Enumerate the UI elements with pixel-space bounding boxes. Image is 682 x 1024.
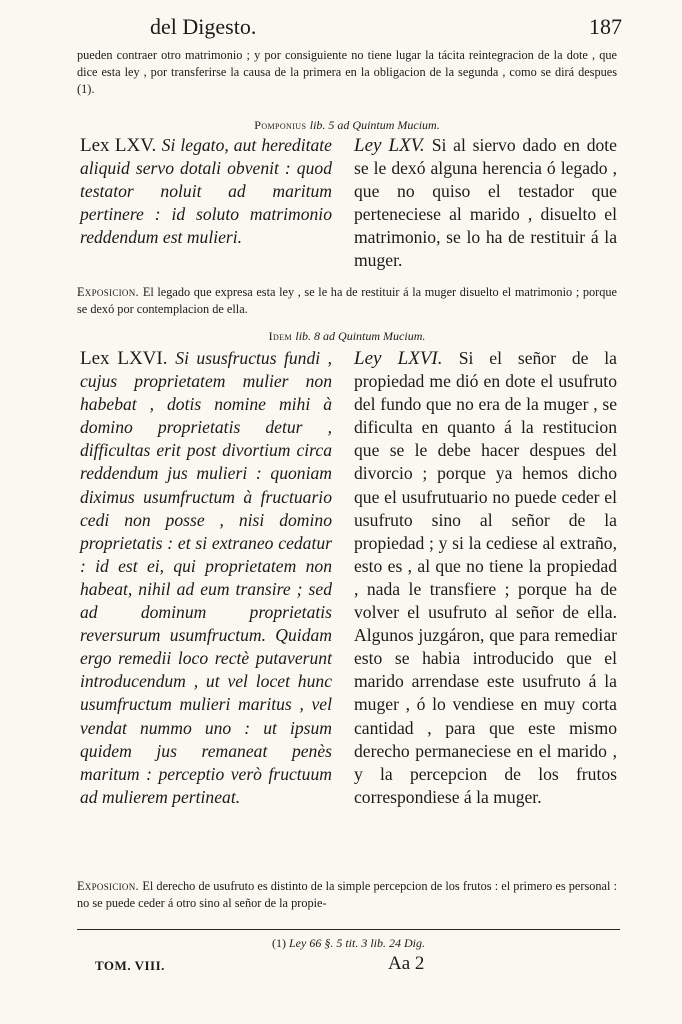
- footnote: [77, 936, 620, 951]
- signature-mark: Aa 2: [388, 953, 425, 974]
- source-reference: lib. 8 ad Quintum Mucium.: [295, 329, 426, 343]
- volume-marker: TOM. VIII.: [95, 958, 165, 973]
- footnote-marker: (1): [272, 936, 289, 950]
- exposicion-label: Exposicion.: [77, 285, 143, 299]
- spanish-law-text: Si el señor de la propiedad me dió en dote el usufruto del fundo que no era de la muger , se dificulta en quanto á la restitucion que se le debe hacer despues del divorcio ; porque ya hemos dicho que el usufrutuario no puede ceder el usufruto sino al señor de la propiedad ; y si la cediese al extraño, esto es , al que no tiene la propiedad , nada le transfiere ; porque ha de volver el usufruto al señor de ella. Algunos juzgáron, que para remediar esto se habia introducido que el marido arrendase este usufruto á la muger , ó lo vendiese en muy corta cantidad , para que este mismo derecho permaneciese en el marido , y la percepcion de los frutos correspondiese á la muger.: [354, 348, 617, 807]
- spanish-law-heading: Ley LXV.: [354, 135, 432, 156]
- spanish-column-ley-65: [354, 134, 617, 273]
- carryover-note: pueden contraer otro matrimonio ; y por consiguiente no tiene lugar la tácita reintegracion de la dote , que dice esta ley , por transferirse la causa de la primera en la obligacion de la segunda , como se dirá despues (1).: [77, 48, 617, 96]
- exposicion-1: [77, 284, 617, 318]
- source-citation-1: [77, 118, 617, 133]
- source-author: Pomponius: [254, 118, 310, 132]
- exposicion-text: El legado que expresa esta ley , se le ha de restituir á la muger disuelto el matrimonio ; porque se dexó por contemplacion de ella.: [77, 285, 618, 316]
- footnote-text: Ley 66 §. 5 tit. 3 lib. 24 Dig.: [289, 936, 425, 950]
- exposicion-text: El derecho de usufruto es distinto de la simple percepcion de los frutos : el primero es personal : no se puede ceder á otro sino al señor de la propie-: [77, 879, 617, 910]
- latin-column-lex-66: [80, 347, 332, 809]
- latin-law-heading: Lex LXVI.: [80, 348, 176, 369]
- exposicion-2: [77, 878, 617, 912]
- exposicion-label: Exposicion.: [77, 879, 143, 893]
- latin-law-text: Si ususfructus fundi , cujus proprietatem mulier non habebat , dotis nomine mihi à domino proprietatis detur , difficultas erit post divortium circa reddendum jus mulieri : quoniam diximus usumfructum à fructuario cedi non posse , nisi domino proprietatis : et si extraneo cedatur : id est ei, qui proprietatem non habeat, nihil ad eum transire ; sed ad dominum proprietatis reversurum usumfructum. Quidam ergo remedii loco rectè putaverunt introducendum , ut vel locet hunc usumfructum mulieri maritus , vel vendat nummo uno : ut ipsum quidem jus remaneat penès maritum : perceptio verò fructuum ad mulierem pertineat.: [80, 348, 333, 807]
- latin-law-text: Si legato, aut hereditate aliquid servo dotali obvenit : quod testator noluit ad maritum pertinere : id soluto matrimonio reddendum est mulieri.: [80, 135, 332, 248]
- source-author: Idem: [268, 329, 296, 343]
- spanish-law-text: Si al siervo dado en dote se le dexó alguna herencia ó legado , que no quiso el testador que perteneciese al marido , disuelto el matrimonio, se lo ha de restituir á la muger.: [354, 135, 617, 271]
- latin-column-lex-65: [80, 134, 332, 249]
- running-title: del Digesto.: [150, 14, 257, 39]
- running-head: [150, 14, 620, 40]
- source-reference: lib. 5 ad Quintum Mucium.: [309, 118, 440, 132]
- spanish-law-heading: Ley LXVI.: [354, 348, 459, 369]
- source-citation-2: [77, 329, 617, 344]
- page-number: 187: [589, 14, 622, 39]
- footnote-rule: [77, 929, 620, 930]
- latin-law-heading: Lex LXV.: [80, 135, 162, 156]
- spanish-column-ley-66: [354, 347, 617, 809]
